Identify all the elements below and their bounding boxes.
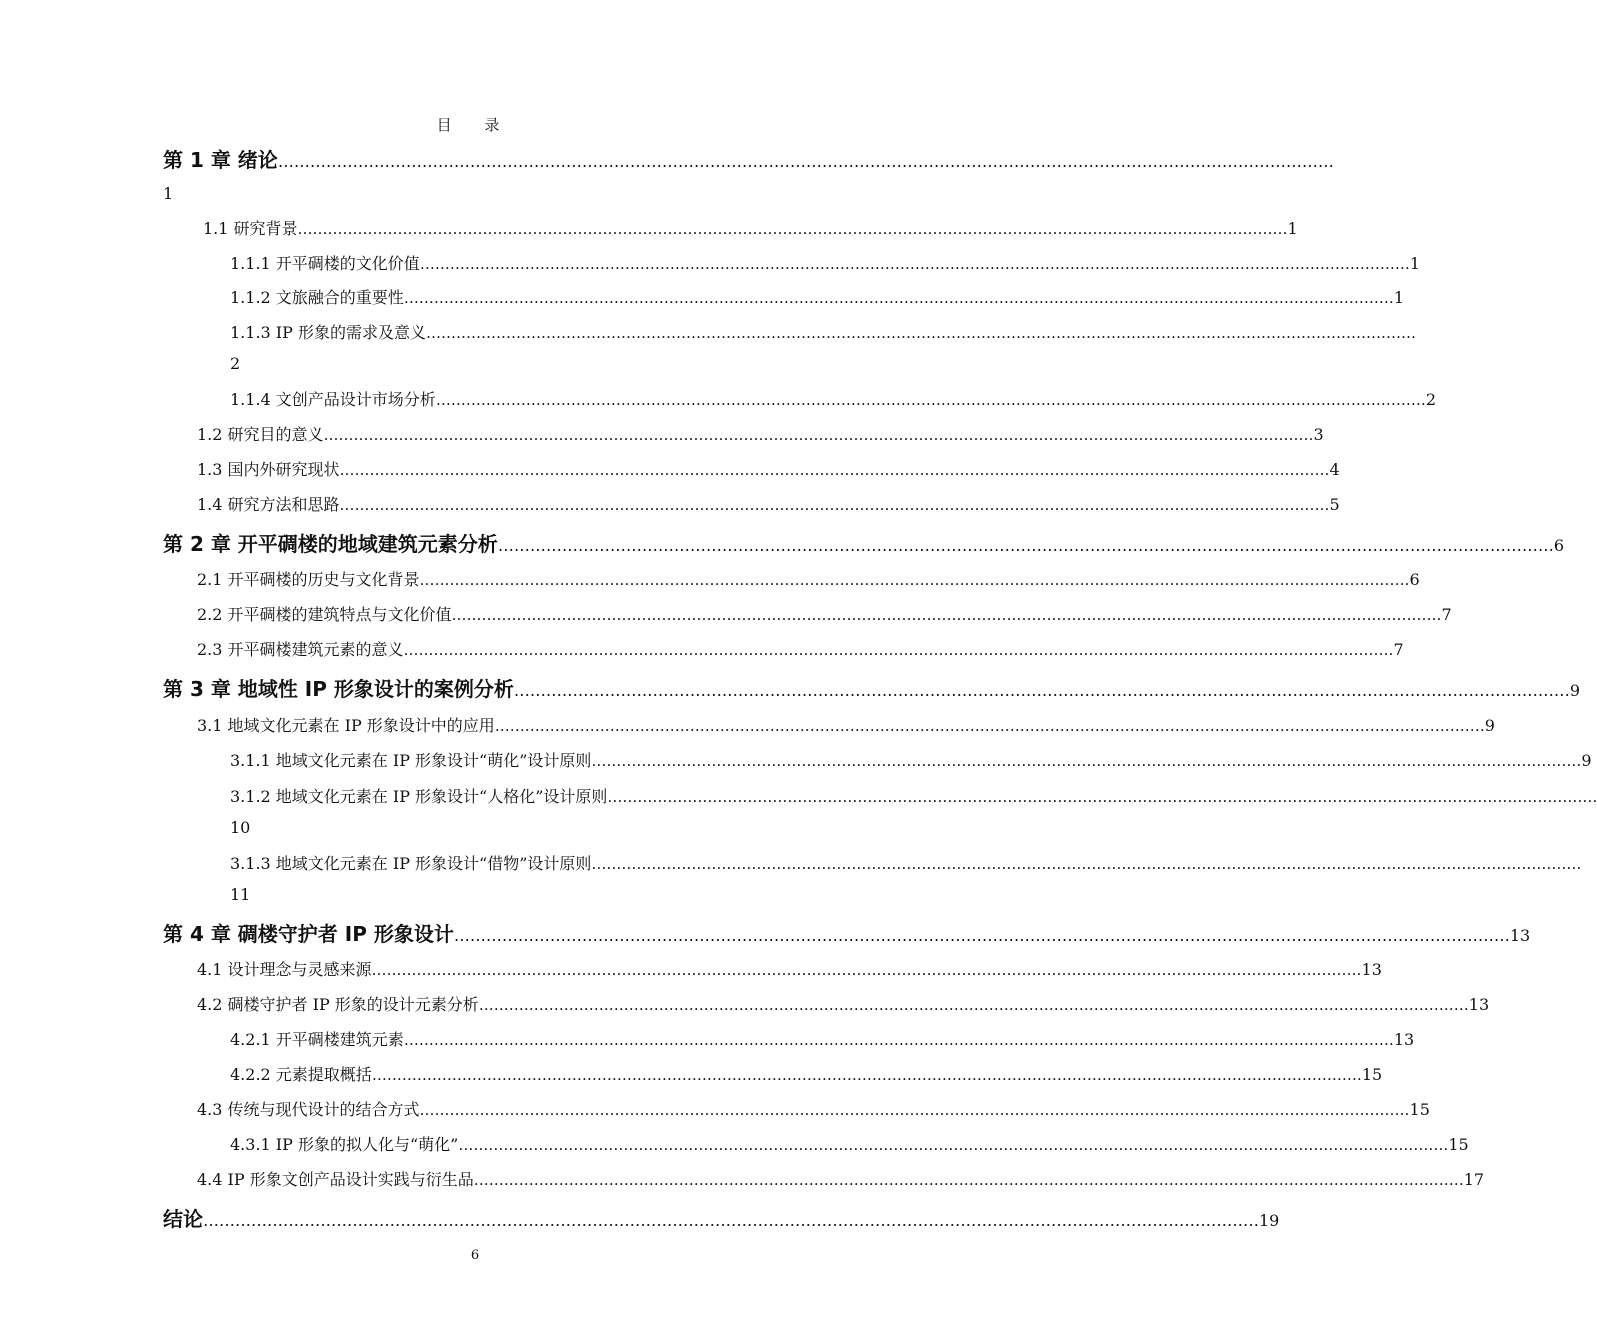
toc-label: 4.4 IP 形象文创产品设计实践与衍生品 xyxy=(197,1170,474,1189)
toc-leader: ……………………………………………………………………………………………………………………………………………………………………………… xyxy=(403,289,1394,307)
toc-label: 4.3.1 IP 形象的拟人化与“萌化” xyxy=(230,1135,459,1154)
toc-label: 4.3 传统与现代设计的结合方式 xyxy=(197,1100,420,1119)
toc-page-number: 15 xyxy=(1448,1135,1469,1154)
toc-leader: ……………………………………………………………………………………………………………………………………………………………………………… xyxy=(339,461,1330,479)
toc-leader: ……………………………………………………………………………………………………………………………………………………………………………… xyxy=(453,926,1510,945)
toc-leader: ……………………………………………………………………………………………………………………………………………………………………………… xyxy=(403,1031,1394,1049)
toc-page-number: 1 xyxy=(1287,219,1298,238)
toc-label: 1.1.4 文创产品设计市场分析 xyxy=(230,390,436,409)
toc-entry[interactable] xyxy=(230,748,1592,771)
toc-entry[interactable] xyxy=(197,422,1324,445)
toc-page-number: 17 xyxy=(1463,1170,1485,1189)
toc-entry[interactable] xyxy=(197,567,1420,590)
toc-page-number: 1 xyxy=(1393,288,1404,307)
toc-label: 1.4 研究方法和思路 xyxy=(197,495,340,514)
toc-entry[interactable] xyxy=(197,602,1452,625)
toc-entry[interactable] xyxy=(197,637,1404,660)
toc-label: 3.1.1 地域文化元素在 IP 形象设计“萌化”设计原则 xyxy=(230,751,592,770)
toc-label: 2.1 开平碉楼的历史与文化背景 xyxy=(197,570,420,589)
toc-page-number: 1 xyxy=(1409,254,1420,273)
toc-leader: ……………………………………………………………………………………………………………………………………………………………………………… xyxy=(419,1101,1410,1119)
toc-label: 第 4 章 碉楼守护者 IP 形象设计 xyxy=(163,922,454,946)
toc-leader: ……………………………………………………………………………………………………………………………………………………………………………… xyxy=(607,788,1597,806)
toc-page-number: 13 xyxy=(1468,995,1490,1014)
toc-page-number: 7 xyxy=(1393,640,1404,659)
toc-entry[interactable] xyxy=(230,1027,1415,1050)
toc-page-number: 13 xyxy=(1509,926,1531,945)
toc-leader: ……………………………………………………………………………………………………………………………………………………………………………… xyxy=(419,571,1410,589)
toc-page-number: 6 xyxy=(1553,536,1564,555)
toc-label: 1.1.2 文旅融合的重要性 xyxy=(230,288,404,307)
toc-leader: ……………………………………………………………………………………………………………………………………………………………………………… xyxy=(425,324,1416,342)
toc-label: 1.3 国内外研究现状 xyxy=(197,460,340,479)
toc-leader: ……………………………………………………………………………………………………………………………………………………………………………… xyxy=(371,961,1362,979)
toc-leader: ……………………………………………………………………………………………………………………………………………………………………………… xyxy=(458,1136,1449,1154)
toc-page-number: 6 xyxy=(1409,570,1420,589)
toc-leader: ……………………………………………………………………………………………………………………………………………………………………………… xyxy=(419,255,1410,273)
toc-leader: ……………………………………………………………………………………………………………………………………………………………………………… xyxy=(591,752,1582,770)
toc-label: 3.1.3 地域文化元素在 IP 形象设计“借物”设计原则 xyxy=(230,854,592,873)
toc-label: 4.1 设计理念与灵感来源 xyxy=(197,960,372,979)
toc-leader: ……………………………………………………………………………………………………………………………………………………………………………… xyxy=(203,1211,1259,1230)
toc-page-number: 13 xyxy=(1393,1030,1415,1049)
toc-entry[interactable] xyxy=(203,216,1298,239)
toc-entry[interactable] xyxy=(230,1062,1383,1085)
toc-entry[interactable] xyxy=(197,492,1340,515)
toc-page-number: 19 xyxy=(1259,1211,1280,1230)
toc-page-number: 1 xyxy=(163,184,174,203)
toc-page-number: 15 xyxy=(1409,1100,1430,1119)
toc-page-number: 13 xyxy=(1361,960,1382,979)
toc-entry[interactable] xyxy=(163,528,1564,557)
toc-label: 4.2 碉楼守护者 IP 形象的设计元素分析 xyxy=(197,995,479,1014)
toc-leader: ……………………………………………………………………………………………………………………………………………………………………………… xyxy=(451,606,1442,624)
toc-entry[interactable] xyxy=(197,992,1490,1015)
toc-label: 第 3 章 地域性 IP 形象设计的案例分析 xyxy=(163,677,514,701)
toc-label: 4.2.1 开平碉楼建筑元素 xyxy=(230,1030,404,1049)
toc-entry[interactable] xyxy=(197,1097,1430,1120)
toc-entry[interactable] xyxy=(230,1132,1469,1155)
toc-entry[interactable] xyxy=(163,144,1334,173)
toc-label: 2.2 开平碉楼的建筑特点与文化价值 xyxy=(197,605,452,624)
toc-entry[interactable] xyxy=(197,457,1340,480)
toc-page-number: 7 xyxy=(1441,605,1452,624)
toc-leader: ……………………………………………………………………………………………………………………………………………………………………………… xyxy=(513,681,1570,700)
toc-label: 4.2.2 元素提取概括 xyxy=(230,1065,372,1084)
toc-label: 结论 xyxy=(163,1207,203,1231)
toc-label: 第 1 章 绪论 xyxy=(163,148,278,172)
toc-page-number: 15 xyxy=(1361,1065,1383,1084)
toc-leader: ……………………………………………………………………………………………………………………………………………………………………………… xyxy=(323,426,1314,444)
toc-entry[interactable] xyxy=(197,957,1382,980)
page-number-footer: 6 xyxy=(470,1248,480,1263)
toc-label: 1.1.1 开平碉楼的文化价值 xyxy=(230,254,420,273)
toc-label: 1.1.3 IP 形象的需求及意义 xyxy=(230,323,426,342)
toc-page-number: 2 xyxy=(1425,390,1436,409)
toc-entry[interactable] xyxy=(230,387,1436,410)
toc-leader: ……………………………………………………………………………………………………………………………………………………………………………… xyxy=(497,536,1554,555)
toc-leader: ……………………………………………………………………………………………………………………………………………………………………………… xyxy=(473,1171,1464,1189)
toc-leader: ……………………………………………………………………………………………………………………………………………………………………………… xyxy=(277,152,1334,171)
toc-page-number: 5 xyxy=(1329,495,1340,514)
toc-leader: ……………………………………………………………………………………………………………………………………………………………………………… xyxy=(297,220,1288,238)
toc-entry[interactable] xyxy=(163,673,1581,702)
toc-entry[interactable] xyxy=(230,851,1582,874)
toc-entry[interactable] xyxy=(230,784,1597,807)
toc-page-number: 9 xyxy=(1581,751,1592,770)
toc-page-number: 4 xyxy=(1329,460,1340,479)
toc-page-number: 2 xyxy=(230,354,241,373)
toc-title: 目 录 xyxy=(436,116,514,134)
toc-leader: ……………………………………………………………………………………………………………………………………………………………………………… xyxy=(371,1066,1362,1084)
toc-leader: ……………………………………………………………………………………………………………………………………………………………………………… xyxy=(478,996,1469,1014)
toc-label: 3.1 地域文化元素在 IP 形象设计中的应用 xyxy=(197,716,495,735)
toc-entry[interactable] xyxy=(163,1203,1280,1232)
toc-leader: ……………………………………………………………………………………………………………………………………………………………………………… xyxy=(435,391,1426,409)
toc-label: 3.1.2 地域文化元素在 IP 形象设计“人格化”设计原则 xyxy=(230,787,608,806)
toc-leader: ……………………………………………………………………………………………………………………………………………………………………………… xyxy=(339,496,1330,514)
toc-label: 2.3 开平碉楼建筑元素的意义 xyxy=(197,640,404,659)
toc-label: 1.2 研究目的意义 xyxy=(197,425,324,444)
toc-leader: ……………………………………………………………………………………………………………………………………………………………………………… xyxy=(494,717,1485,735)
toc-label: 第 2 章 开平碉楼的地域建筑元素分析 xyxy=(163,532,498,556)
toc-entry[interactable] xyxy=(197,713,1495,736)
toc-label: 1.1 研究背景 xyxy=(203,219,298,238)
toc-page-number: 3 xyxy=(1313,425,1324,444)
toc-page-number: 10 xyxy=(230,818,251,837)
toc-page-number: 9 xyxy=(1569,681,1581,700)
toc-entry[interactable] xyxy=(197,1167,1485,1190)
toc-entry[interactable] xyxy=(163,918,1531,947)
toc-entry[interactable] xyxy=(230,320,1416,343)
toc-leader: ……………………………………………………………………………………………………………………………………………………………………………… xyxy=(403,641,1394,659)
toc-page-number: 9 xyxy=(1484,716,1495,735)
toc-leader: ……………………………………………………………………………………………………………………………………………………………………………… xyxy=(591,855,1582,873)
toc-entry[interactable] xyxy=(230,251,1420,274)
toc-page-number: 11 xyxy=(230,885,251,904)
toc-entry[interactable] xyxy=(230,285,1404,308)
